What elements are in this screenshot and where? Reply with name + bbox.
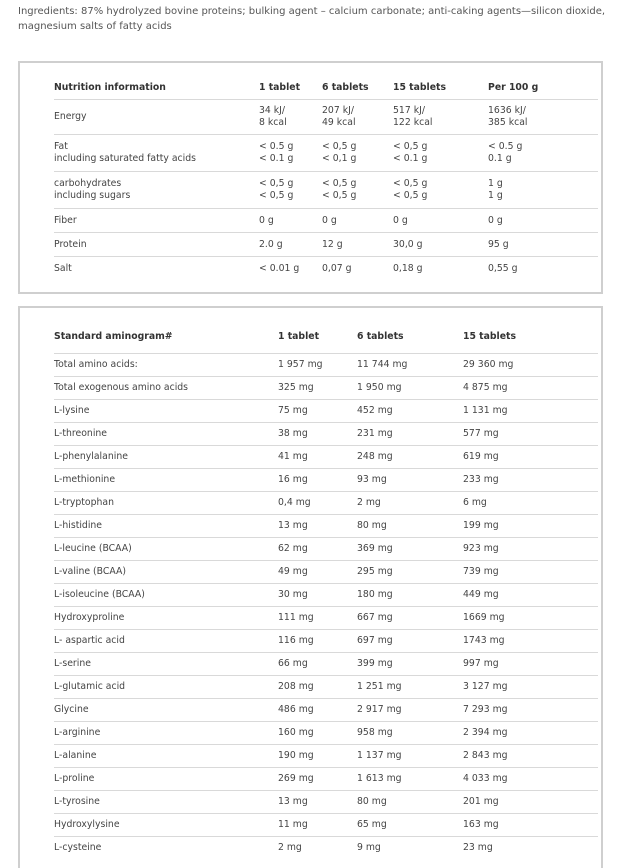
aminogram-label-cell: L-tyrosine: [54, 791, 278, 814]
aminogram-value-cell: 0,4 mg: [278, 492, 357, 515]
aminogram-label-cell: L-lysine: [54, 400, 278, 423]
nutrition-header-cell: 6 tablets: [322, 82, 369, 93]
aminogram-row: [54, 561, 598, 584]
aminogram-label-cell: Total exogenous amino acids: [54, 377, 278, 400]
nutrition-label-cell: Fiber: [54, 209, 259, 233]
aminogram-row: [54, 745, 598, 768]
aminogram-value-cell: 23 mg: [463, 837, 598, 860]
aminogram-label-cell: L-valine (BCAA): [54, 561, 278, 584]
aminogram-value-cell: 739 mg: [463, 561, 598, 584]
nutrition-value-cell: < 0,5 g < 0,1 g: [322, 135, 393, 172]
aminogram-value-cell: 7 293 mg: [463, 699, 598, 722]
aminogram-value-cell: 248 mg: [357, 446, 463, 469]
aminogram-header-cell: Standard aminogram#: [54, 330, 173, 342]
aminogram-value-cell: 923 mg: [463, 538, 598, 561]
aminogram-value-cell: 577 mg: [463, 423, 598, 446]
nutrition-value-cell: 0 g: [259, 209, 322, 233]
aminogram-value-cell: 452 mg: [357, 400, 463, 423]
aminogram-row: [54, 791, 598, 814]
nutrition-value-cell: 0 g: [488, 209, 598, 233]
nutrition-header-cell: 15 tablets: [393, 82, 447, 93]
aminogram-row: [54, 423, 598, 446]
aminogram-value-cell: 80 mg: [357, 515, 463, 538]
aminogram-label-cell: Hydroxyproline: [54, 607, 278, 630]
nutrition-value-cell: < 0,5 g < 0,5 g: [393, 172, 488, 209]
nutrition-label-cell: Salt: [54, 257, 259, 282]
nutrition-value-cell: 12 g: [322, 233, 393, 257]
aminogram-value-cell: 997 mg: [463, 653, 598, 676]
aminogram-label-cell: L-glutamic acid: [54, 676, 278, 699]
aminogram-value-cell: 208 mg: [278, 676, 357, 699]
nutrition-header-row: [54, 76, 598, 100]
aminogram-row: [54, 492, 598, 515]
nutrition-value-cell: 1 g 1 g: [488, 172, 598, 209]
aminogram-label-cell: L-histidine: [54, 515, 278, 538]
aminogram-value-cell: 619 mg: [463, 446, 598, 469]
aminogram-row: [54, 676, 598, 699]
nutrition-value-cell: 0 g: [322, 209, 393, 233]
aminogram-value-cell: 1 613 mg: [357, 768, 463, 791]
aminogram-value-cell: 486 mg: [278, 699, 357, 722]
aminogram-value-cell: 80 mg: [357, 791, 463, 814]
aminogram-value-cell: 449 mg: [463, 584, 598, 607]
aminogram-value-cell: 269 mg: [278, 768, 357, 791]
aminogram-label-cell: L-isoleucine (BCAA): [54, 584, 278, 607]
aminogram-value-cell: 295 mg: [357, 561, 463, 584]
aminogram-label-cell: L-cysteine: [54, 837, 278, 860]
aminogram-value-cell: 13 mg: [278, 515, 357, 538]
aminogram-value-cell: 62 mg: [278, 538, 357, 561]
aminogram-table: [54, 319, 598, 859]
aminogram-value-cell: 2 843 mg: [463, 745, 598, 768]
aminogram-label-cell: Hydroxylysine: [54, 814, 278, 837]
aminogram-value-cell: 6 mg: [463, 492, 598, 515]
nutrition-value-cell: 517 kJ/ 122 kcal: [393, 100, 488, 135]
aminogram-row: [54, 768, 598, 791]
aminogram-value-cell: 65 mg: [357, 814, 463, 837]
aminogram-value-cell: 11 744 mg: [357, 354, 463, 377]
nutrition-row: [54, 100, 598, 135]
aminogram-value-cell: 697 mg: [357, 630, 463, 653]
nutrition-label-cell: Energy: [54, 100, 259, 135]
aminogram-value-cell: 160 mg: [278, 722, 357, 745]
aminogram-value-cell: 116 mg: [278, 630, 357, 653]
aminogram-header-cell: 1 tablet: [278, 330, 320, 342]
aminogram-value-cell: 667 mg: [357, 607, 463, 630]
ingredients-text: Ingredients: 87% hydrolyzed bovine proteins; bulking agent – calcium carbonate; anti-caking agents—silicon dioxide, magnesium salts of fatty acids: [18, 6, 606, 32]
aminogram-row: [54, 837, 598, 860]
aminogram-value-cell: 958 mg: [357, 722, 463, 745]
aminogram-value-cell: 163 mg: [463, 814, 598, 837]
aminogram-value-cell: 1743 mg: [463, 630, 598, 653]
aminogram-row: [54, 653, 598, 676]
aminogram-value-cell: 111 mg: [278, 607, 357, 630]
aminogram-row: [54, 446, 598, 469]
aminogram-value-cell: 231 mg: [357, 423, 463, 446]
aminogram-value-cell: 1 957 mg: [278, 354, 357, 377]
aminogram-value-cell: 325 mg: [278, 377, 357, 400]
aminogram-row: [54, 699, 598, 722]
aminogram-value-cell: 4 875 mg: [463, 377, 598, 400]
aminogram-row: [54, 400, 598, 423]
aminogram-value-cell: 2 394 mg: [463, 722, 598, 745]
aminogram-row: [54, 469, 598, 492]
aminogram-value-cell: 41 mg: [278, 446, 357, 469]
aminogram-header-cell: 15 tablets: [463, 330, 517, 342]
aminogram-value-cell: 199 mg: [463, 515, 598, 538]
aminogram-row: [54, 377, 598, 400]
nutrition-value-cell: < 0.5 g 0.1 g: [488, 135, 598, 172]
nutrition-value-cell: 0,07 g: [322, 257, 393, 282]
aminogram-value-cell: 1 137 mg: [357, 745, 463, 768]
nutrition-table: [54, 76, 598, 281]
aminogram-row: [54, 354, 598, 377]
aminogram-value-cell: 75 mg: [278, 400, 357, 423]
nutrition-label-cell: Fat including saturated fatty acids: [54, 135, 259, 172]
nutrition-row: [54, 135, 598, 172]
aminogram-row: [54, 607, 598, 630]
aminogram-row: [54, 538, 598, 561]
nutrition-value-cell: < 0.01 g: [259, 257, 322, 282]
nutrition-value-cell: < 0.5 g < 0.1 g: [259, 135, 322, 172]
nutrition-value-cell: 0 g: [393, 209, 488, 233]
nutrition-value-cell: 207 kJ/ 49 kcal: [322, 100, 393, 135]
aminogram-value-cell: 2 mg: [278, 837, 357, 860]
nutrition-header-cell: Per 100 g: [488, 82, 539, 93]
nutrition-value-cell: 2.0 g: [259, 233, 322, 257]
aminogram-row: [54, 584, 598, 607]
nutrition-label-cell: Protein: [54, 233, 259, 257]
nutrition-value-cell: 34 kJ/ 8 kcal: [259, 100, 322, 135]
aminogram-value-cell: 369 mg: [357, 538, 463, 561]
nutrition-value-cell: 30,0 g: [393, 233, 488, 257]
aminogram-value-cell: 201 mg: [463, 791, 598, 814]
aminogram-label-cell: L-arginine: [54, 722, 278, 745]
aminogram-label-cell: L-phenylalanine: [54, 446, 278, 469]
aminogram-value-cell: 1 251 mg: [357, 676, 463, 699]
nutrition-row: [54, 209, 598, 233]
nutrition-row: [54, 257, 598, 282]
nutrition-value-cell: < 0,5 g < 0.1 g: [393, 135, 488, 172]
aminogram-header-row: [54, 319, 598, 354]
aminogram-row: [54, 630, 598, 653]
aminogram-value-cell: 233 mg: [463, 469, 598, 492]
aminogram-value-cell: 1 950 mg: [357, 377, 463, 400]
nutrition-row: [54, 233, 598, 257]
aminogram-value-cell: 13 mg: [278, 791, 357, 814]
aminogram-label-cell: L- aspartic acid: [54, 630, 278, 653]
aminogram-panel: [18, 306, 603, 868]
aminogram-label-cell: Total amino acids:: [54, 354, 278, 377]
aminogram-value-cell: 93 mg: [357, 469, 463, 492]
aminogram-value-cell: 16 mg: [278, 469, 357, 492]
nutrition-value-cell: 0,18 g: [393, 257, 488, 282]
nutrition-value-cell: < 0,5 g < 0,5 g: [322, 172, 393, 209]
aminogram-value-cell: 1669 mg: [463, 607, 598, 630]
nutrition-header-cell: 1 tablet: [259, 82, 301, 93]
aminogram-value-cell: 180 mg: [357, 584, 463, 607]
aminogram-label-cell: L-tryptophan: [54, 492, 278, 515]
aminogram-row: [54, 814, 598, 837]
nutrition-header-cell: Nutrition information: [54, 82, 166, 93]
aminogram-value-cell: 2 mg: [357, 492, 463, 515]
aminogram-label-cell: L-leucine (BCAA): [54, 538, 278, 561]
aminogram-value-cell: 30 mg: [278, 584, 357, 607]
nutrition-value-cell: 95 g: [488, 233, 598, 257]
aminogram-value-cell: 11 mg: [278, 814, 357, 837]
aminogram-value-cell: 49 mg: [278, 561, 357, 584]
aminogram-value-cell: 66 mg: [278, 653, 357, 676]
aminogram-value-cell: 1 131 mg: [463, 400, 598, 423]
aminogram-label-cell: L-alanine: [54, 745, 278, 768]
aminogram-value-cell: 38 mg: [278, 423, 357, 446]
nutrition-value-cell: 1636 kJ/ 385 kcal: [488, 100, 598, 135]
aminogram-label-cell: L-threonine: [54, 423, 278, 446]
nutrition-label-cell: carbohydrates including sugars: [54, 172, 259, 209]
nutrition-value-cell: 0,55 g: [488, 257, 598, 282]
aminogram-label-cell: L-proline: [54, 768, 278, 791]
nutrition-panel: [18, 61, 603, 294]
aminogram-label-cell: L-serine: [54, 653, 278, 676]
aminogram-header-cell: 6 tablets: [357, 330, 404, 342]
aminogram-value-cell: 399 mg: [357, 653, 463, 676]
aminogram-value-cell: 9 mg: [357, 837, 463, 860]
aminogram-value-cell: 2 917 mg: [357, 699, 463, 722]
aminogram-value-cell: 3 127 mg: [463, 676, 598, 699]
aminogram-value-cell: 29 360 mg: [463, 354, 598, 377]
aminogram-label-cell: L-methionine: [54, 469, 278, 492]
aminogram-label-cell: Glycine: [54, 699, 278, 722]
aminogram-value-cell: 4 033 mg: [463, 768, 598, 791]
nutrition-row: [54, 172, 598, 209]
aminogram-value-cell: 190 mg: [278, 745, 357, 768]
aminogram-row: [54, 515, 598, 538]
nutrition-value-cell: < 0,5 g < 0,5 g: [259, 172, 322, 209]
aminogram-row: [54, 722, 598, 745]
